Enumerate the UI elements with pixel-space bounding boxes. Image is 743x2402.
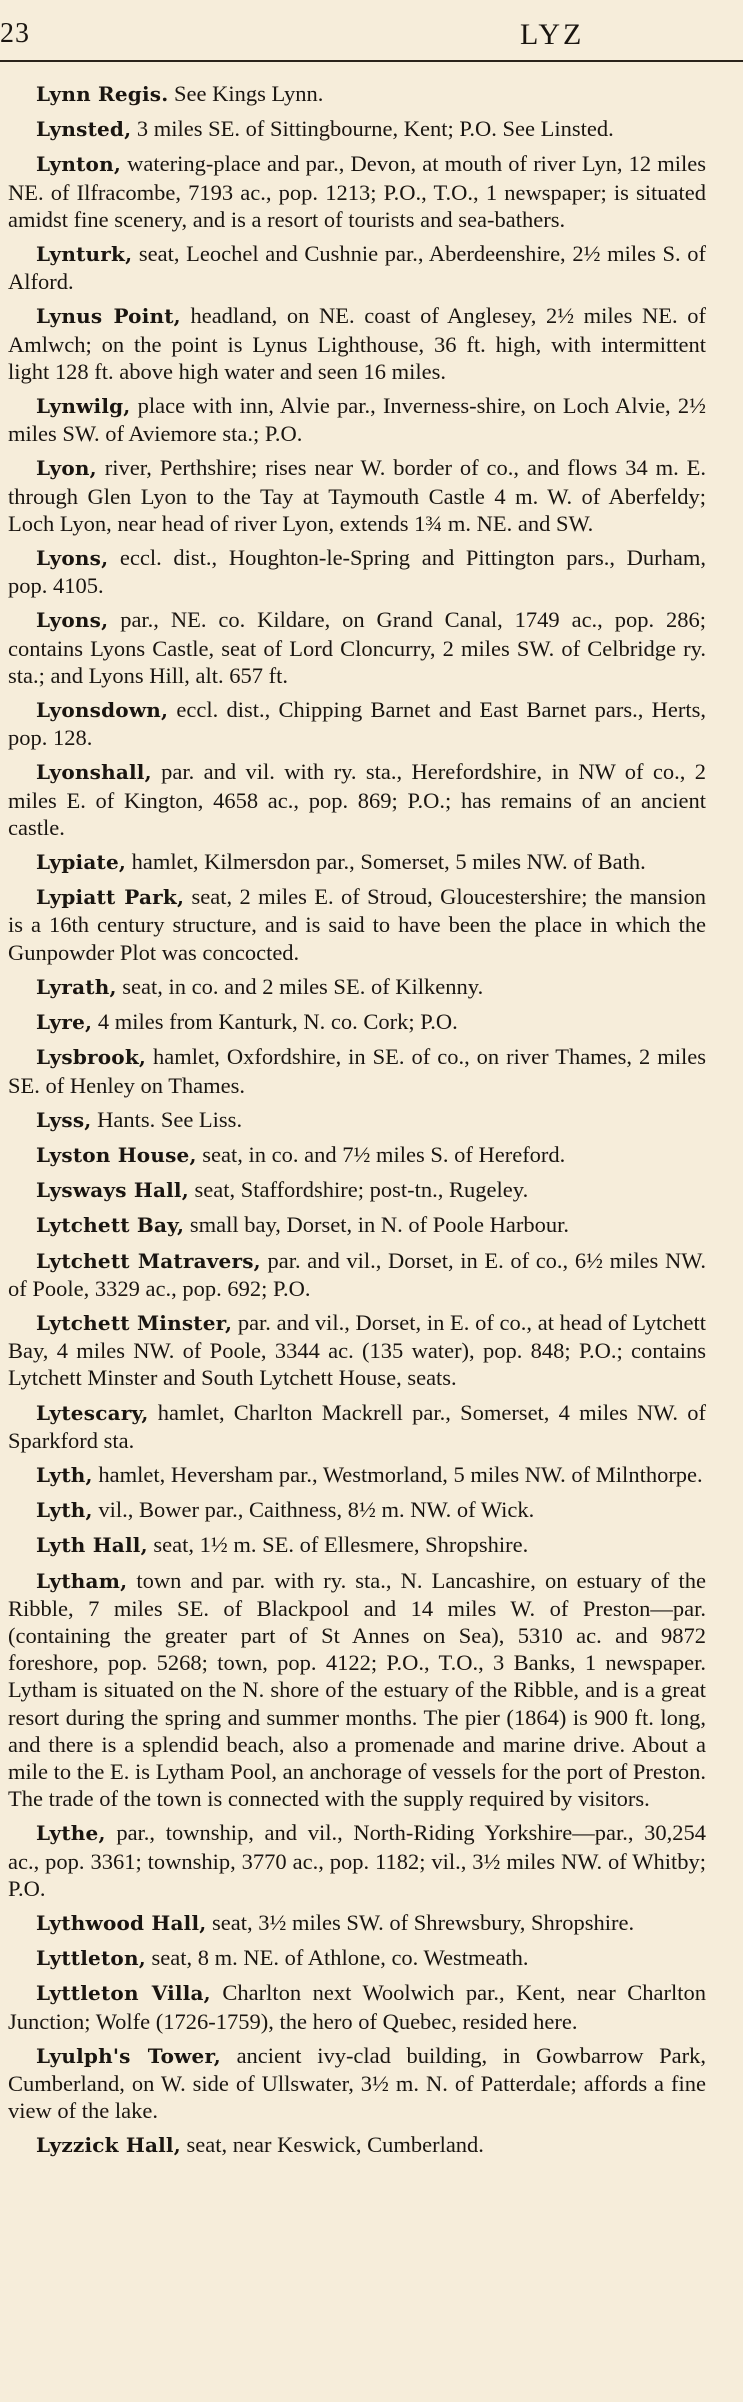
entry-headword: Lyre, [36, 1010, 93, 1035]
gazetteer-entry [8, 1176, 706, 1204]
gazetteer-entry [8, 115, 706, 143]
entry-headword: Lynwilg, [36, 394, 131, 419]
entry-description: watering-place and par., Devon, at mouth of river Lyn, 12 miles NE. of Ilfracombe, 7193 ac., pop. 1213; P.O., T.O., 1 newspaper; is situated amidst fine scenery, and is a resort of tourists and sea-bathers. [8, 151, 706, 232]
entry-headword: Lytchett Bay, [36, 1213, 185, 1238]
page-number: 23 [0, 18, 30, 49]
entry-headword: Lyons, [36, 546, 109, 571]
gazetteer-entry [8, 2042, 706, 2125]
entry-headword: Lythwood Hall, [36, 1910, 207, 1935]
entry-description: seat, in co. and 7½ miles S. of Hereford. [196, 1141, 566, 1167]
entry-description: hamlet, Oxfordshire, in SE. of co., on river Thames, 2 miles SE. of Henley on Thames. [8, 1044, 706, 1098]
section-heading: LYZ [520, 18, 585, 51]
gazetteer-entry [8, 1909, 706, 1937]
entry-headword: Lyon, [36, 456, 97, 481]
gazetteer-entry [8, 1819, 706, 1902]
entry-description: vil., Bower par., Caithness, 8½ m. NW. of Wick. [92, 1497, 535, 1523]
entry-description: seat, Leochel and Cushnie par., Aberdeenshire, 2½ miles S. of Alford. [8, 241, 706, 295]
entry-headword: Lyss, [36, 1107, 92, 1132]
gazetteer-entry [8, 1141, 706, 1169]
gazetteer-entry [8, 973, 706, 1001]
entry-description: 4 miles from Kanturk, N. co. Cork; P.O. [92, 1009, 458, 1035]
entry-headword: Lyonshall, [36, 760, 152, 785]
entry-description: par. and vil. with ry. sta., Herefordshire, in NW of co., 2 miles E. of Kington, 4658 ac., pop. 869; P.O.; has remains of an ancient castle. [8, 759, 706, 840]
entry-description: par. and vil., Dorset, in E. of co., 6½ miles NW. of Poole, 3329 ac., pop. 692; P.O. [8, 1247, 706, 1301]
gazetteer-entry [8, 1008, 706, 1036]
entry-description: par. and vil., Dorset, in E. of co., at head of Lytchett Bay, 4 miles NW. of Poole, 3344 ac. (135 water), pop. 848; P.O.; contains Lytchett Minster and South Lytchett House, seats. [8, 1309, 706, 1391]
entry-description: par., township, and vil., North-Riding Yorkshire—par., 30,254 ac., pop. 3361; township, 3770 ac., pop. 1182; vil., 3½ miles NW. of Whitby; P.O. [8, 1820, 706, 1901]
entry-description: Hants. See Liss. [91, 1106, 243, 1132]
entry-headword: Lytchett Minster, [36, 1310, 233, 1335]
entry-headword: Lynton, [36, 152, 121, 177]
gazetteer-entries [8, 80, 706, 2167]
gazetteer-entry [8, 454, 706, 537]
gazetteer-entry [8, 2131, 706, 2159]
entry-headword: Lypiatt Park, [36, 885, 185, 910]
entry-description: small bay, Dorset, in N. of Poole Harbour. [184, 1212, 569, 1238]
gazetteer-entry [8, 1531, 706, 1559]
gazetteer-entry [8, 1247, 706, 1302]
entry-headword: Lyth Hall, [36, 1533, 148, 1558]
entry-headword: Lyons, [36, 608, 109, 633]
entry-description: eccl. dist., Chipping Barnet and East Barnet pars., Herts, pop. 128. [8, 697, 706, 751]
entry-description: place with inn, Alvie par., Inverness-shire, on Loch Alvie, 2½ miles SW. of Aviemore sta.; P.O. [8, 393, 706, 447]
entry-description: hamlet, Heversham par., Westmorland, 5 miles NW. of Milnthorpe. [92, 1461, 703, 1487]
gazetteer-entry [8, 544, 706, 599]
entry-headword: Lynturk, [36, 242, 133, 267]
gazetteer-entry [8, 1043, 706, 1098]
entry-description: Charlton next Woolwich par., Kent, near Charlton Junction; Wolfe (1726-1759), the hero of Quebec, resided here. [8, 1980, 706, 2034]
entry-headword: Lynsted, [36, 117, 132, 142]
entry-headword: Lyttleton Villa, [36, 1981, 211, 2006]
entry-headword: Lyth, [36, 1498, 93, 1523]
entry-description: seat, in co. and 2 miles SE. of Kilkenny. [116, 973, 484, 999]
gazetteer-entry [8, 1567, 706, 1813]
entry-description: par., NE. co. Kildare, on Grand Canal, 1749 ac., pop. 286; contains Lyons Castle, seat of Lord Cloncurry, 2 miles SW. of Celbridge ry. sta.; and Lyons Hill, alt. 657 ft. [8, 607, 706, 688]
entry-headword: Lytham, [36, 1568, 128, 1593]
gazetteer-entry [8, 1944, 706, 1972]
entry-headword: Lypiate, [36, 850, 127, 875]
entry-description: See Kings Lynn. [168, 81, 324, 106]
gazetteer-entry [8, 758, 706, 841]
entry-headword: Lytchett Matravers, [36, 1248, 261, 1273]
gazetteer-entry [8, 1399, 706, 1454]
gazetteer-entry [8, 392, 706, 447]
gazetteer-entry [8, 1309, 706, 1392]
entry-description: 3 miles SE. of Sittingbourne, Kent; P.O. See Linsted. [131, 116, 614, 142]
entry-description: hamlet, Kilmersdon par., Somerset, 5 miles NW. of Bath. [126, 849, 646, 875]
entry-description: seat, 3½ miles SW. of Shrewsbury, Shropshire. [206, 1909, 635, 1935]
gazetteer-entry [8, 302, 706, 385]
entry-description: river, Perthshire; rises near W. border of co., and flows 34 m. E. through Glen Lyon to the Tay at Taymouth Castle 4 m. W. of Aberfeldy; Loch Lyon, near head of river Lyon, extends 1¾ m. NE. and SW. [8, 455, 706, 536]
gazetteer-entry [8, 150, 706, 233]
entry-description: eccl. dist., Houghton-le-Spring and Pittington pars., Durham, pop. 4105. [8, 545, 706, 599]
entry-headword: Lysbrook, [36, 1045, 147, 1070]
entry-description: seat, 2 miles E. of Stroud, Gloucestershire; the mansion is a 16th century structure, and is said to have been the place in which the Gunpowder Plot was concocted. [8, 884, 706, 965]
entry-description: seat, 1½ m. SE. of Ellesmere, Shropshire. [147, 1532, 529, 1558]
entry-headword: Lytescary, [36, 1400, 149, 1425]
entry-headword: Lyrath, [36, 974, 117, 999]
entry-headword: Lyulph's Tower, [36, 2043, 221, 2068]
entry-description: ancient ivy-clad building, in Gowbarrow Park, Cumberland, on W. side of Ullswater, 3½ m. N. of Patterdale; affords a fine view of the lake. [8, 2042, 706, 2124]
entry-description: seat, 8 m. NE. of Athlone, co. Westmeath. [145, 1945, 529, 1971]
entry-headword: Lynn Regis. [36, 82, 169, 106]
entry-description: town and par. with ry. sta., N. Lancashire, on estuary of the Ribble, 7 miles SE. of Blackpool and 14 miles W. of Preston—par. (containing the greater part of St Annes on Sea), 5310 ac. and 9872 foreshore, pop. 5268; town, pop. 4122; P.O., T.O., 3 Banks, 1 newspaper. Lytham is situated on the N. shore of the estuary of the Ribble, and is a great resort during the spring and summer months. The pier (1864) is 900 ft. long, and there is a splendid beach, also a promenade and marine drive. About a mile to the E. is Lytham Pool, an anchorage of vessels for the port of Preston. The trade of the town is connected with the supply required by visitors. [8, 1567, 706, 1812]
entry-headword: Lynus Point, [36, 304, 181, 329]
gazetteer-entry [8, 696, 706, 751]
entry-headword: Lyonsdown, [36, 698, 169, 723]
entry-description: headland, on NE. coast of Anglesey, 2½ miles NE. of Amlwch; on the point is Lynus Lighthouse, 36 ft. high, with intermittent light 128 ft. above high water and seen 16 miles. [8, 303, 706, 384]
page-header [0, 0, 743, 62]
entry-description: seat, near Keswick, Cumberland. [180, 2132, 484, 2158]
gazetteer-entry [8, 606, 706, 689]
gazetteer-entry [8, 1979, 706, 2034]
gazetteer-entry [8, 1461, 706, 1489]
entry-description: seat, Staffordshire; post-tn., Rugeley. [188, 1177, 529, 1203]
entry-headword: Lythe, [36, 1821, 106, 1846]
entry-headword: Lyttleton, [36, 1946, 146, 1971]
entry-headword: Lyth, [36, 1462, 93, 1487]
gazetteer-entry [8, 1211, 706, 1239]
gazetteer-entry [8, 1496, 706, 1524]
gazetteer-entry [8, 883, 706, 966]
entry-description: hamlet, Charlton Mackrell par., Somerset, 4 miles NW. of Sparkford sta. [8, 1399, 706, 1453]
gazetteer-entry [8, 240, 706, 295]
entry-headword: Lyzzick Hall, [36, 2133, 181, 2158]
gazetteer-entry [8, 80, 706, 108]
gazetteer-entry [8, 1106, 706, 1134]
entry-headword: Lysways Hall, [36, 1178, 189, 1203]
gazetteer-entry [8, 848, 706, 876]
entry-headword: Lyston House, [36, 1142, 197, 1167]
